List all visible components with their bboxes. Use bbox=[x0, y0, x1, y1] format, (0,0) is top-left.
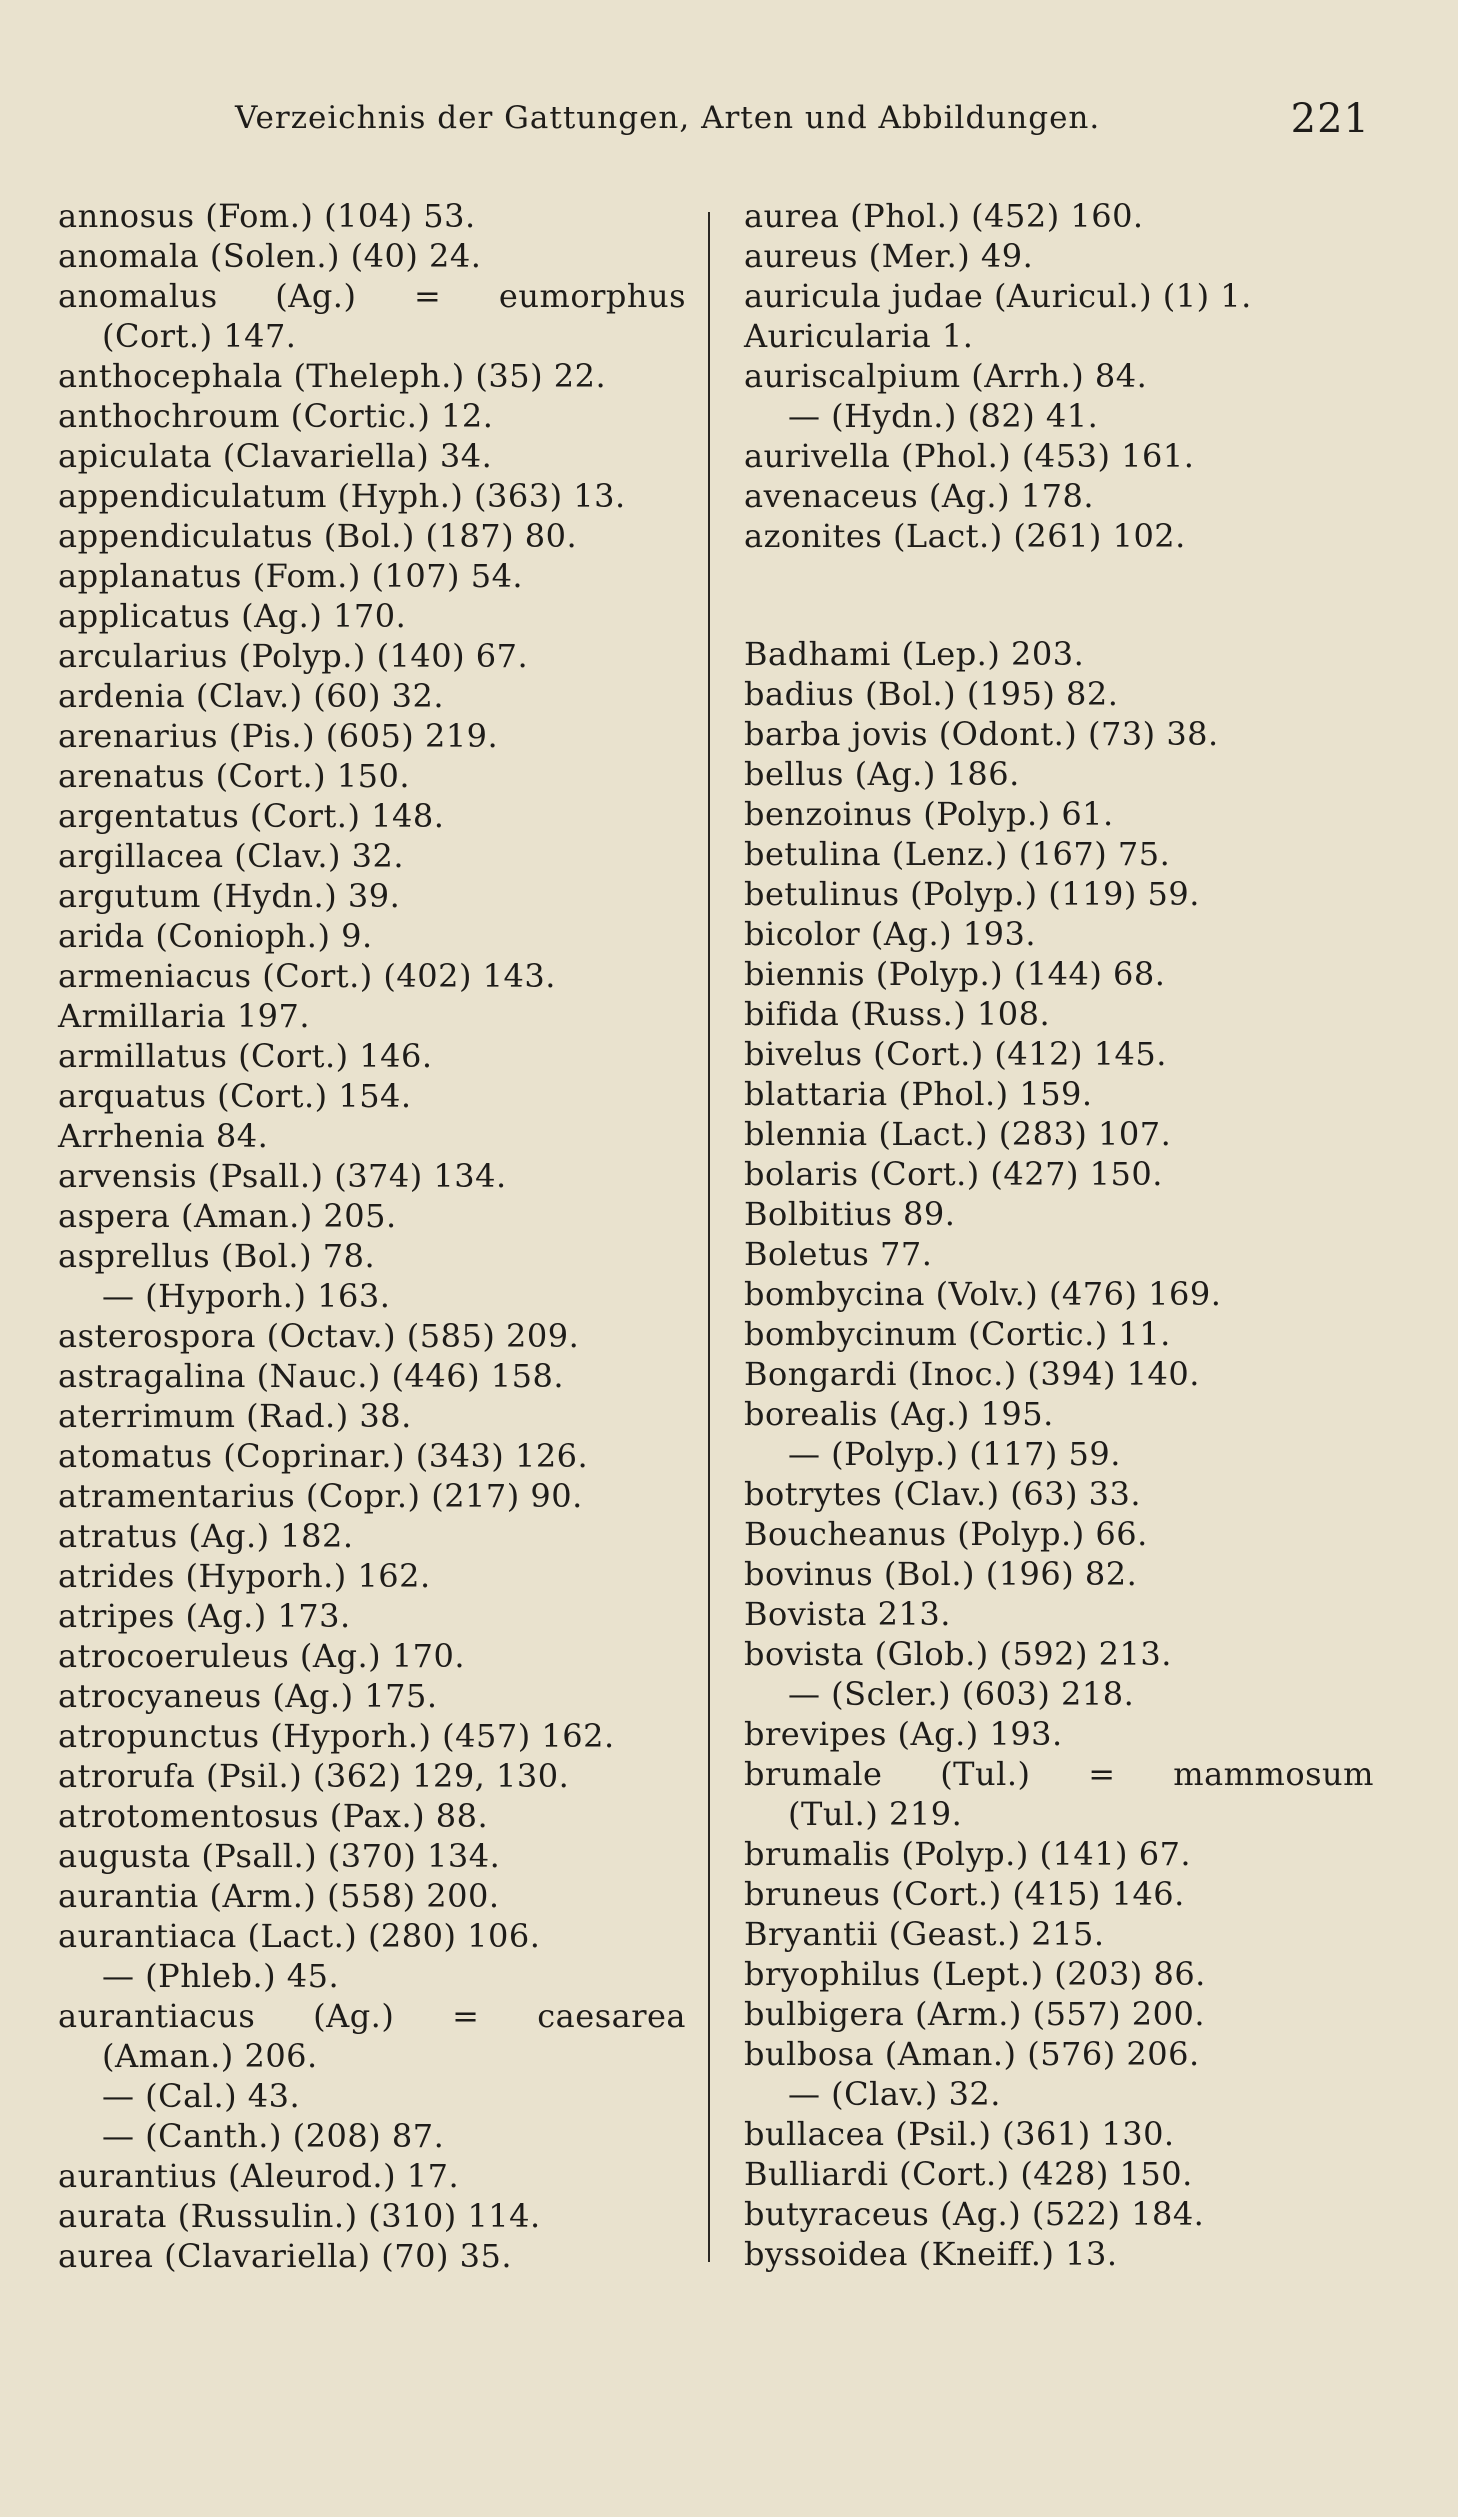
index-entry: armeniacus (Cort.) (402) 143. bbox=[58, 957, 556, 995]
index-entry: aurea (Clavariella) (70) 35. bbox=[58, 2237, 513, 2275]
index-entry: Armillaria 197. bbox=[58, 997, 311, 1035]
index-entry: Bovista 213. bbox=[744, 1595, 951, 1633]
index-entry: blennia (Lact.) (283) 107. bbox=[744, 1115, 1172, 1153]
index-entry: — (Cal.) 43. bbox=[102, 2077, 301, 2115]
index-entry: atrorufa (Psil.) (362) 129, 130. bbox=[58, 1757, 570, 1795]
index-entry: bellus (Ag.) 186. bbox=[744, 755, 1020, 793]
index-entry: atomatus (Coprinar.) (343) 126. bbox=[58, 1437, 589, 1475]
index-entry: bivelus (Cort.) (412) 145. bbox=[744, 1035, 1167, 1073]
index-entry: Bongardi (Inoc.) (394) 140. bbox=[744, 1355, 1200, 1393]
index-entry: bolaris (Cort.) (427) 150. bbox=[744, 1155, 1163, 1193]
index-entry: applicatus (Ag.) 170. bbox=[58, 597, 407, 635]
index-entry: bullacea (Psil.) (361) 130. bbox=[744, 2115, 1175, 2153]
index-entry: auricula judae (Auricul.) (1) 1. bbox=[744, 277, 1252, 315]
index-entry: asterospora (Octav.) (585) 209. bbox=[58, 1317, 580, 1355]
index-entry: aspera (Aman.) 205. bbox=[58, 1197, 397, 1235]
running-title: Verzeichnis der Gattungen, Arten und Abbildungen. bbox=[235, 100, 1101, 136]
index-entry: benzoinus (Polyp.) 61. bbox=[744, 795, 1114, 833]
index-entry: anthocephala (Theleph.) (35) 22. bbox=[58, 357, 607, 395]
index-entry: bombycina (Volv.) (476) 169. bbox=[744, 1275, 1222, 1313]
index-entry: Bulliardi (Cort.) (428) 150. bbox=[744, 2155, 1193, 2193]
index-entry: betulinus (Polyp.) (119) 59. bbox=[744, 875, 1200, 913]
index-entry: — (Clav.) 32. bbox=[788, 2075, 1001, 2113]
index-entry: — (Polyp.) (117) 59. bbox=[788, 1435, 1121, 1473]
index-entry: bovinus (Bol.) (196) 82. bbox=[744, 1555, 1138, 1593]
index-entry: (Aman.) 206. bbox=[102, 2037, 318, 2075]
index-entry: arenatus (Cort.) 150. bbox=[58, 757, 411, 795]
index-entry: arcularius (Polyp.) (140) 67. bbox=[58, 637, 529, 675]
index-entry: aurantius (Aleurod.) 17. bbox=[58, 2157, 460, 2195]
index-entry: avenaceus (Ag.) 178. bbox=[744, 477, 1094, 515]
left-index-column bbox=[58, 196, 686, 2276]
index-entry: badius (Bol.) (195) 82. bbox=[744, 675, 1119, 713]
index-entry: appendiculatum (Hyph.) (363) 13. bbox=[58, 477, 626, 515]
index-entry: Boucheanus (Polyp.) 66. bbox=[744, 1515, 1148, 1553]
index-entry: atropunctus (Hyporh.) (457) 162. bbox=[58, 1717, 615, 1755]
index-entry: butyraceus (Ag.) (522) 184. bbox=[744, 2195, 1205, 2233]
index-entry: armillatus (Cort.) 146. bbox=[58, 1037, 433, 1075]
index-entry: — (Canth.) (208) 87. bbox=[102, 2117, 445, 2155]
index-entry: argillacea (Clav.) 32. bbox=[58, 837, 405, 875]
index-entry: — (Hydn.) (82) 41. bbox=[788, 397, 1099, 435]
index-entry: brumale (Tul.) = mammosum bbox=[744, 1755, 1374, 1793]
index-entry: bovista (Glob.) (592) 213. bbox=[744, 1635, 1172, 1673]
index-entry: ardenia (Clav.) (60) 32. bbox=[58, 677, 445, 715]
index-entry: aurantia (Arm.) (558) 200. bbox=[58, 1877, 500, 1915]
index-entry: applanatus (Fom.) (107) 54. bbox=[58, 557, 524, 595]
index-entry: brumalis (Polyp.) (141) 67. bbox=[744, 1835, 1192, 1873]
index-entry: anomala (Solen.) (40) 24. bbox=[58, 237, 482, 275]
index-entry: atripes (Ag.) 173. bbox=[58, 1597, 351, 1635]
index-entry: — (Phleb.) 45. bbox=[102, 1957, 340, 1995]
index-entry: botrytes (Clav.) (63) 33. bbox=[744, 1475, 1142, 1513]
index-entry: apiculata (Clavariella) 34. bbox=[58, 437, 493, 475]
index-entry: Bryantii (Geast.) 215. bbox=[744, 1915, 1105, 1953]
right-index-column bbox=[744, 196, 1374, 2274]
index-entry: bicolor (Ag.) 193. bbox=[744, 915, 1037, 953]
index-entry: aureus (Mer.) 49. bbox=[744, 237, 1034, 275]
index-entry: brevipes (Ag.) 193. bbox=[744, 1715, 1063, 1753]
index-entry: atramentarius (Copr.) (217) 90. bbox=[58, 1477, 583, 1515]
index-entry: atrocyaneus (Ag.) 175. bbox=[58, 1677, 438, 1715]
index-entry: anomalus (Ag.) = eumorphus bbox=[58, 277, 686, 315]
index-entry: aurivella (Phol.) (453) 161. bbox=[744, 437, 1195, 475]
index-entry: auriscalpium (Arrh.) 84. bbox=[744, 357, 1148, 395]
index-entry: arenarius (Pis.) (605) 219. bbox=[58, 717, 499, 755]
index-entry: arvensis (Psall.) (374) 134. bbox=[58, 1157, 507, 1195]
index-entry: borealis (Ag.) 195. bbox=[744, 1395, 1054, 1433]
index-entry: bombycinum (Cortic.) 11. bbox=[744, 1315, 1171, 1353]
index-entry: azonites (Lact.) (261) 102. bbox=[744, 517, 1186, 555]
index-entry: argutum (Hydn.) 39. bbox=[58, 877, 401, 915]
page-header bbox=[235, 96, 1370, 150]
index-entry: atrocoeruleus (Ag.) 170. bbox=[58, 1637, 466, 1675]
index-entry: astragalina (Nauc.) (446) 158. bbox=[58, 1357, 565, 1395]
index-entry: Arrhenia 84. bbox=[58, 1117, 269, 1155]
index-entry: bulbigera (Arm.) (557) 200. bbox=[744, 1995, 1206, 2033]
index-entry: Bolbitius 89. bbox=[744, 1195, 956, 1233]
index-entry: aurantiacus (Ag.) = caesarea bbox=[58, 1997, 686, 2035]
index-entry: anthochroum (Cortic.) 12. bbox=[58, 397, 494, 435]
index-entry: bryophilus (Lept.) (203) 86. bbox=[744, 1955, 1206, 1993]
index-entry: — (Hyporh.) 163. bbox=[102, 1277, 391, 1315]
index-entry: argentatus (Cort.) 148. bbox=[58, 797, 445, 835]
index-entry: atratus (Ag.) 182. bbox=[58, 1517, 354, 1555]
index-entry: bulbosa (Aman.) (576) 206. bbox=[744, 2035, 1200, 2073]
index-entry: barba jovis (Odont.) (73) 38. bbox=[744, 715, 1219, 753]
index-entry: arquatus (Cort.) 154. bbox=[58, 1077, 412, 1115]
index-entry: atrides (Hyporh.) 162. bbox=[58, 1557, 431, 1595]
index-entry: biennis (Polyp.) (144) 68. bbox=[744, 955, 1166, 993]
index-entry: (Cort.) 147. bbox=[102, 317, 297, 355]
index-entry: byssoidea (Kneiff.) 13. bbox=[744, 2235, 1118, 2273]
index-entry: aurata (Russulin.) (310) 114. bbox=[58, 2197, 541, 2235]
index-entry: annosus (Fom.) (104) 53. bbox=[58, 197, 476, 235]
index-entry: atrotomentosus (Pax.) 88. bbox=[58, 1797, 489, 1835]
index-entry: aterrimum (Rad.) 38. bbox=[58, 1397, 412, 1435]
index-entry: aurea (Phol.) (452) 160. bbox=[744, 197, 1144, 235]
index-entry: appendiculatus (Bol.) (187) 80. bbox=[58, 517, 578, 555]
column-divider bbox=[708, 212, 710, 2262]
index-entry: bruneus (Cort.) (415) 146. bbox=[744, 1875, 1185, 1913]
index-entry: asprellus (Bol.) 78. bbox=[58, 1237, 376, 1275]
index-entry: (Tul.) 219. bbox=[788, 1795, 963, 1833]
index-entry: Auricularia 1. bbox=[744, 317, 974, 355]
index-entry: aurantiaca (Lact.) (280) 106. bbox=[58, 1917, 541, 1955]
index-entry: augusta (Psall.) (370) 134. bbox=[58, 1837, 501, 1875]
index-entry: blattaria (Phol.) 159. bbox=[744, 1075, 1093, 1113]
index-entry: bifida (Russ.) 108. bbox=[744, 995, 1051, 1033]
index-entry: Badhami (Lep.) 203. bbox=[744, 635, 1085, 673]
index-entry: — (Scler.) (603) 218. bbox=[788, 1675, 1135, 1713]
index-entry: betulina (Lenz.) (167) 75. bbox=[744, 835, 1171, 873]
index-entry: Boletus 77. bbox=[744, 1235, 933, 1273]
index-entry: arida (Conioph.) 9. bbox=[58, 917, 373, 955]
page-number: 221 bbox=[1290, 96, 1370, 142]
